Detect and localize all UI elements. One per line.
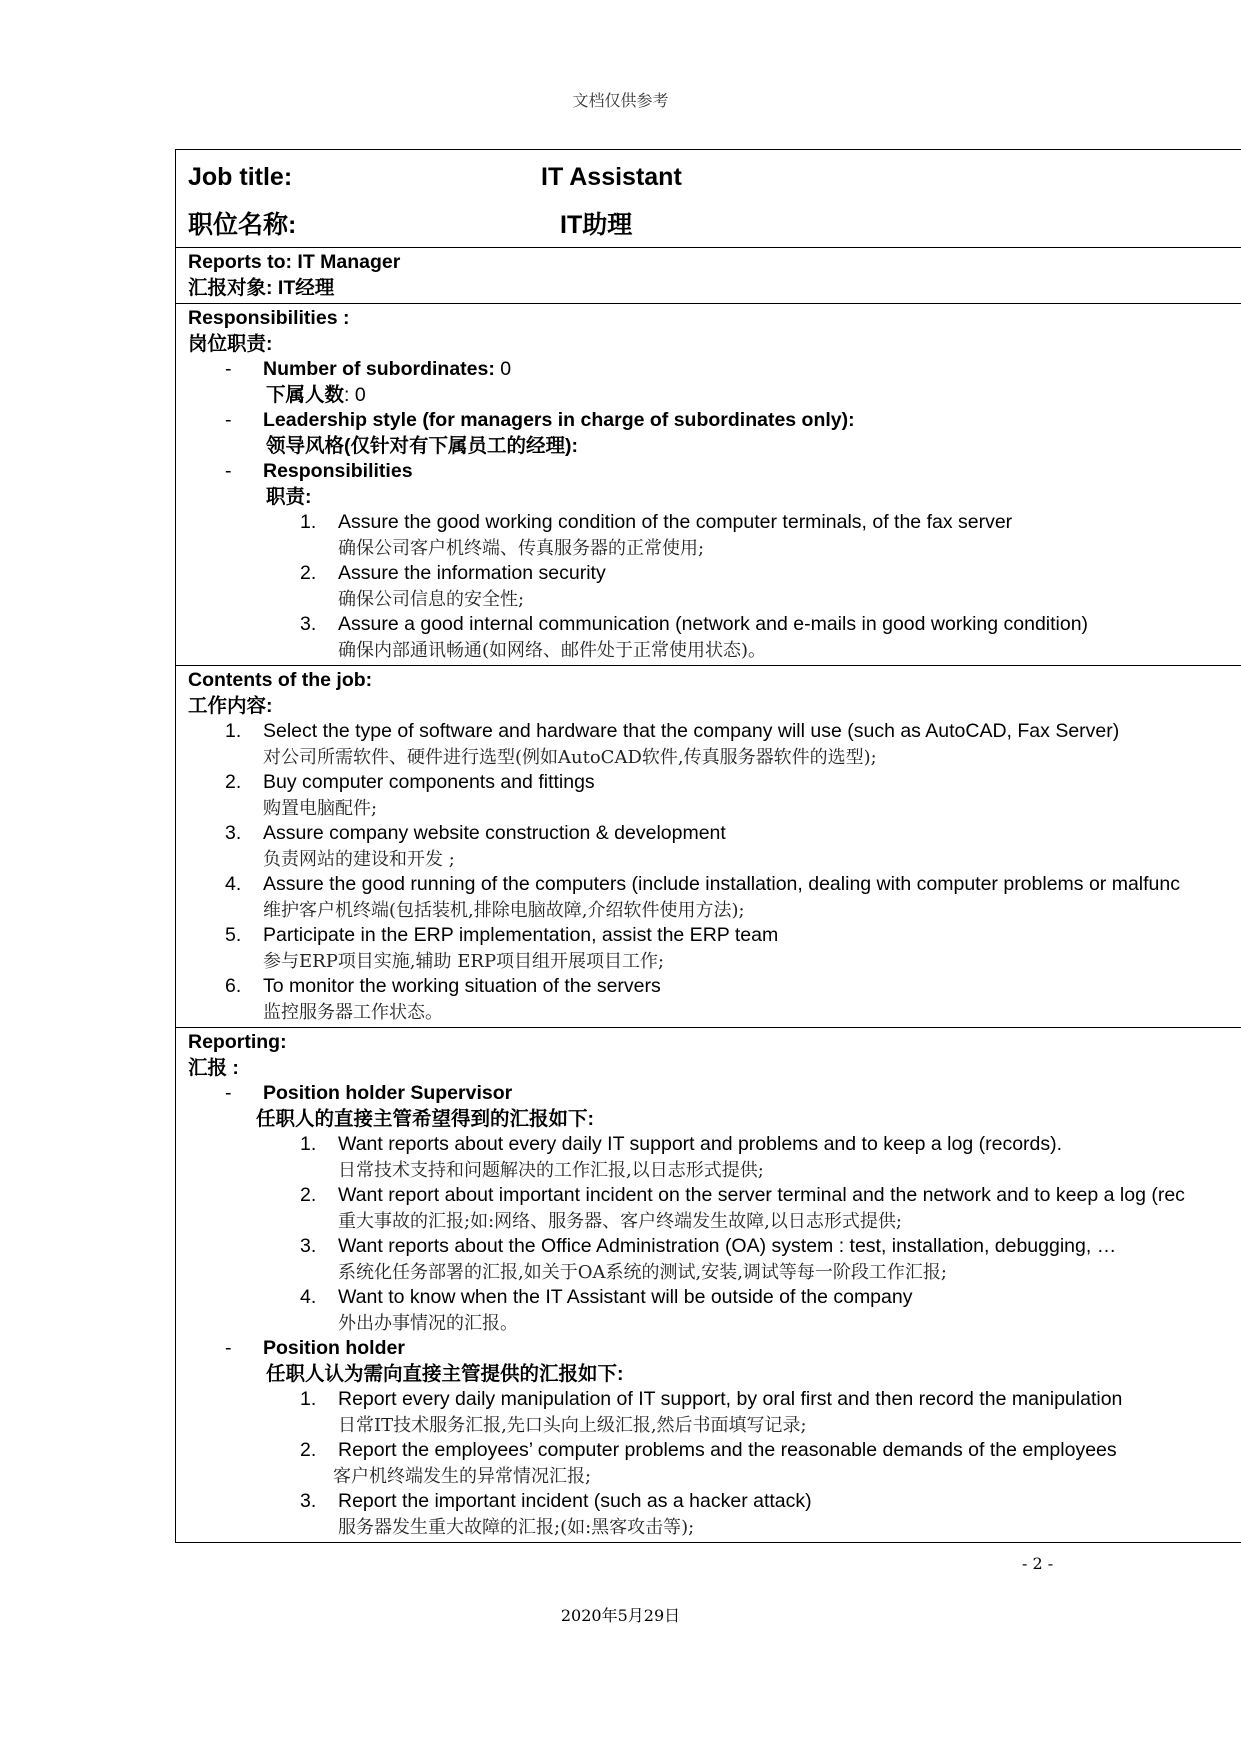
- item-en: Report the employees’ computer problems and the reasonable demands of the employees: [338, 1439, 1117, 1461]
- subordinates-zh-value: : 0: [344, 383, 366, 406]
- item-number: 6.: [225, 975, 242, 997]
- bullet-dash: -: [225, 409, 232, 431]
- responsibilities-section: [176, 304, 1241, 666]
- item-zh: 服务器发生重大故障的汇报;(如:黑客攻击等);: [338, 1516, 695, 1538]
- item-number: 5.: [225, 924, 242, 946]
- item-number: 4.: [225, 873, 242, 895]
- job-title-zh-value: IT助理: [560, 211, 633, 239]
- item-en: Assure a good internal communication (network and e-mails in good working condition): [338, 613, 1089, 635]
- item-en: Report every daily manipulation of IT support, by oral first and then record the manipulation: [338, 1388, 1123, 1410]
- list-item: [188, 1489, 1241, 1515]
- item-number: 1.: [300, 511, 317, 533]
- leadership-item: [188, 408, 1241, 434]
- item-en: Assure the good running of the computers (include installation, dealing with computer problems or malfunc: [263, 873, 1180, 895]
- subordinates-item: [188, 357, 1241, 383]
- item-zh: 确保公司信息的安全性;: [338, 588, 525, 610]
- list-item: [188, 510, 1241, 536]
- subordinates-label: Number of subordinates:: [263, 358, 495, 380]
- contents-section: [176, 666, 1241, 1028]
- item-zh: 确保内部通讯畅通(如网络、邮件处于正常使用状态)。: [338, 639, 767, 661]
- item-zh: 参与ERP项目实施,辅助 ERP项目组开展项目工作;: [263, 950, 665, 972]
- item-en: To monitor the working situation of the servers: [263, 975, 661, 997]
- list-item: [188, 1183, 1241, 1209]
- header-note: 文档仅供参考: [572, 91, 669, 110]
- list-item: [188, 1234, 1241, 1260]
- subordinates-zh: [188, 383, 1241, 409]
- list-item: [188, 1285, 1241, 1311]
- reports-to-zh: 汇报对象: IT经理: [188, 276, 335, 299]
- holder-zh: 任职人认为需向直接主管提供的汇报如下:: [266, 1362, 624, 1385]
- list-item: [188, 923, 1241, 949]
- job-description-table: [175, 149, 1241, 1543]
- list-item: [188, 1438, 1241, 1464]
- responsibilities-heading: Responsibilities :: [188, 307, 350, 329]
- list-item: [188, 821, 1241, 847]
- item-en: Report the important incident (such as a hacker attack): [338, 1490, 812, 1512]
- item-zh: 监控服务器工作状态。: [263, 1001, 443, 1023]
- list-item: [188, 561, 1241, 587]
- item-number: 3.: [300, 613, 317, 635]
- subordinates-zh-label: 下属人数: [266, 383, 345, 406]
- item-en: Buy computer components and fittings: [263, 771, 595, 793]
- reporting-heading: Reporting:: [188, 1031, 287, 1053]
- item-en: Want report about important incident on the server terminal and the network and to keep a log (rec: [338, 1184, 1185, 1206]
- bullet-dash: -: [225, 358, 232, 380]
- item-number: 1.: [300, 1388, 317, 1410]
- item-number: 1.: [225, 720, 242, 742]
- item-en: Want reports about every daily IT support and problems and to keep a log (records).: [338, 1133, 1063, 1155]
- item-zh: 对公司所需软件、硬件进行选型(例如AutoCAD软件,传真服务器软件的选型);: [263, 746, 877, 768]
- responsibilities-heading-zh: 岗位职责:: [188, 332, 273, 355]
- responsibilities-sub-en: Responsibilities: [263, 460, 413, 482]
- list-item: [188, 770, 1241, 796]
- supervisor-zh: 任职人的直接主管希望得到的汇报如下:: [256, 1107, 594, 1130]
- item-zh: 维护客户机终端(包括装机,排除电脑故障,介绍软件使用方法);: [263, 899, 745, 921]
- item-en: Want to know when the IT Assistant will be outside of the company: [338, 1286, 913, 1308]
- job-title-value: IT Assistant: [541, 163, 682, 191]
- item-number: 4.: [300, 1286, 317, 1308]
- contents-heading-zh: 工作内容:: [188, 694, 273, 717]
- holder-en: Position holder: [263, 1337, 405, 1359]
- item-zh: 外出办事情况的汇报。: [338, 1312, 518, 1334]
- leadership-zh: 领导风格(仅针对有下属员工的经理):: [266, 434, 578, 457]
- job-title-zh-label: 职位名称:: [188, 211, 297, 239]
- item-en: Assure the good working condition of the computer terminals, of the fax server: [338, 511, 1013, 533]
- item-en: Assure company website construction & development: [263, 822, 726, 844]
- item-number: 2.: [300, 562, 317, 584]
- item-en: Select the type of software and hardware that the company will use (such as AutoCAD, Fax Server): [263, 720, 1120, 742]
- item-number: 3.: [225, 822, 242, 844]
- item-number: 3.: [300, 1490, 317, 1512]
- contents-heading: Contents of the job:: [188, 669, 373, 691]
- item-zh: 日常技术支持和问题解决的工作汇报,以日志形式提供;: [338, 1159, 764, 1181]
- reports-to-en: Reports to: IT Manager: [188, 251, 401, 273]
- item-zh: 负责网站的建设和开发 ;: [263, 848, 455, 870]
- page-number: - 2 -: [1022, 1554, 1054, 1573]
- list-item: [188, 719, 1241, 745]
- item-zh: 系统化任务部署的汇报,如关于OA系统的测试,安装,调试等每一阶段工作汇报;: [338, 1261, 947, 1283]
- title-block: [176, 150, 1241, 248]
- reporting-heading-zh: 汇报 :: [188, 1056, 239, 1079]
- item-zh: 重大事故的汇报;如:网络、服务器、客户终端发生故障,以日志形式提供;: [338, 1210, 902, 1232]
- item-number: 2.: [300, 1439, 317, 1461]
- list-item: [188, 872, 1241, 898]
- footer-date: 2020年5月29日: [560, 1606, 681, 1625]
- supervisor-item: [188, 1081, 1241, 1107]
- responsibilities-item: [188, 459, 1241, 485]
- item-number: 3.: [300, 1235, 317, 1257]
- item-number: 2.: [300, 1184, 317, 1206]
- item-en: Participate in the ERP implementation, assist the ERP team: [263, 924, 779, 946]
- reports-to-section: [176, 248, 1241, 304]
- item-zh: 客户机终端发生的异常情况汇报;: [333, 1465, 592, 1487]
- subordinates-value: 0: [494, 358, 512, 380]
- leadership-en: Leadership style (for managers in charge of subordinates only):: [263, 409, 855, 431]
- list-item: [188, 1387, 1241, 1413]
- item-en: Assure the information security: [338, 562, 606, 584]
- item-zh: 购置电脑配件;: [263, 797, 378, 819]
- item-number: 1.: [300, 1133, 317, 1155]
- bullet-dash: -: [225, 460, 232, 482]
- item-zh: 确保公司客户机终端、传真服务器的正常使用;: [338, 537, 705, 559]
- item-en: Want reports about the Office Administration (OA) system : test, installation, debugging, …: [338, 1235, 1117, 1257]
- item-number: 2.: [225, 771, 242, 793]
- list-item: [188, 974, 1241, 1000]
- responsibilities-sub-zh: 职责:: [266, 485, 312, 508]
- reporting-section: [176, 1028, 1241, 1543]
- bullet-dash: -: [225, 1082, 232, 1104]
- bullet-dash: -: [225, 1337, 232, 1359]
- item-zh: 日常IT技术服务汇报,先口头向上级汇报,然后书面填写记录;: [338, 1414, 807, 1436]
- list-item: [188, 1132, 1241, 1158]
- job-title-label: Job title:: [188, 163, 293, 191]
- holder-item: [188, 1336, 1241, 1362]
- supervisor-en: Position holder Supervisor: [263, 1082, 513, 1104]
- list-item: [188, 612, 1241, 638]
